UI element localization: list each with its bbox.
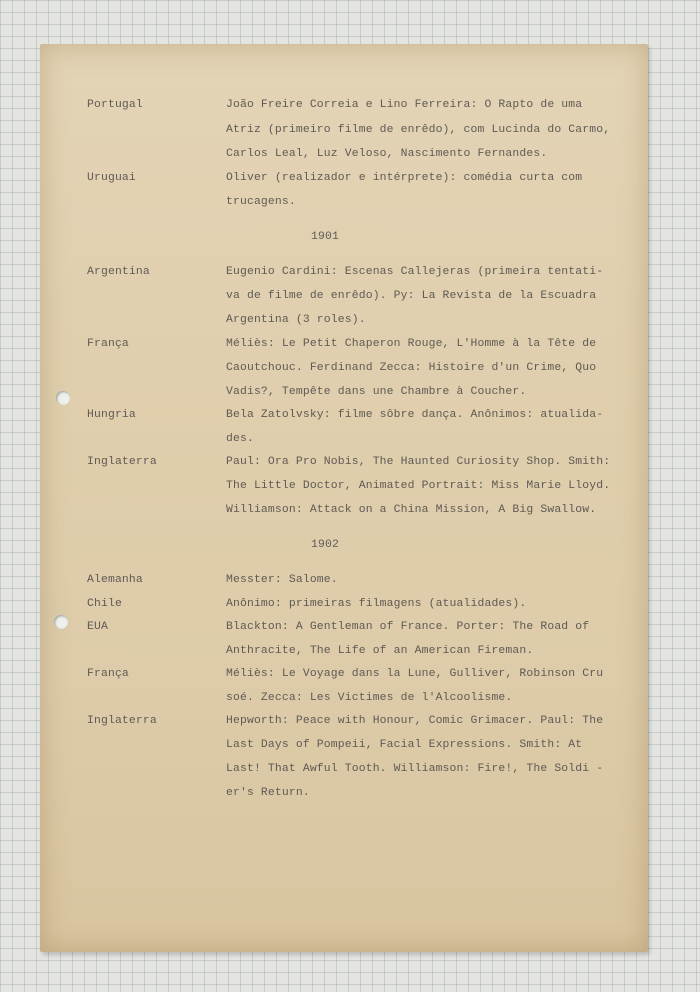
entry-line: Argentina (3 roles).: [226, 314, 366, 326]
year-heading-1901: 1901: [311, 231, 339, 243]
entry-line: Last! That Awful Tooth. Williamson: Fire!, The Soldi -: [226, 763, 604, 775]
country-label-eua: EUA: [87, 621, 108, 633]
entry-line: João Freire Correia e Lino Ferreira: O Rapto de uma: [226, 99, 583, 111]
entry-line: Anthracite, The Life of an American Fireman.: [226, 645, 534, 657]
entry-line: Vadis?, Tempête dans une Chambre à Coucher.: [226, 386, 527, 398]
entry-line: Méliès: Le Voyage dans la Lune, Gulliver, Robinson Cru: [226, 668, 604, 680]
country-label-uruguai: Uruguai: [87, 172, 136, 184]
entry-line: Atriz (primeiro filme de enrêdo), com Lucinda do Carmo,: [226, 124, 611, 136]
entry-line: soé. Zecca: Les Victimes de l'Alcoolisme.: [226, 692, 513, 704]
entry-line: Blackton: A Gentleman of France. Porter: The Road of: [226, 621, 590, 633]
entry-line: des.: [226, 433, 254, 445]
entry-line: Anônimo: primeiras filmagens (atualidades).: [226, 598, 527, 610]
country-label-inglaterra: Inglaterra: [87, 456, 157, 468]
entry-line: Eugenio Cardini: Escenas Callejeras (primeira tentati-: [226, 266, 604, 278]
entry-line: Méliès: Le Petit Chaperon Rouge, L'Homme à la Tête de: [226, 338, 597, 350]
country-label-hungria: Hungria: [87, 409, 136, 421]
entry-line: Last Days of Pompeii, Facial Expressions. Smith: At: [226, 739, 583, 751]
entry-line: The Little Doctor, Animated Portrait: Miss Marie Lloyd.: [226, 480, 611, 492]
entry-line: va de filme de enrêdo). Py: La Revista de la Escuadra: [226, 290, 597, 302]
entry-line: Oliver (realizador e intérprete): comédia curta com: [226, 172, 583, 184]
entry-line: Williamson: Attack on a China Mission, A Big Swallow.: [226, 504, 597, 516]
country-label-alemanha: Alemanha: [87, 574, 143, 586]
punch-hole: [54, 615, 68, 629]
country-label-argentina: Argentina: [87, 266, 150, 278]
entry-line: Hepworth: Peace with Honour, Comic Grimacer. Paul: The: [226, 715, 604, 727]
entry-line: Bela Zatolvsky: filme sôbre dança. Anônimos: atualida-: [226, 409, 604, 421]
entry-line: trucagens.: [226, 196, 296, 208]
country-label-chile: Chile: [87, 598, 122, 610]
country-label-franca: França: [87, 338, 129, 350]
entry-line: Carlos Leal, Luz Veloso, Nascimento Fernandes.: [226, 148, 548, 160]
country-label-franca: França: [87, 668, 129, 680]
country-label-inglaterra: Inglaterra: [87, 715, 157, 727]
year-heading-1902: 1902: [311, 539, 339, 551]
country-label-portugal: Portugal: [87, 99, 143, 111]
entry-line: Paul: Ora Pro Nobis, The Haunted Curiosity Shop. Smith:: [226, 456, 611, 468]
entry-line: Caoutchouc. Ferdinand Zecca: Histoire d'un Crime, Quo: [226, 362, 597, 374]
entry-line: Messter: Salome.: [226, 574, 338, 586]
entry-line: er's Return.: [226, 787, 310, 799]
punch-hole: [56, 391, 70, 405]
